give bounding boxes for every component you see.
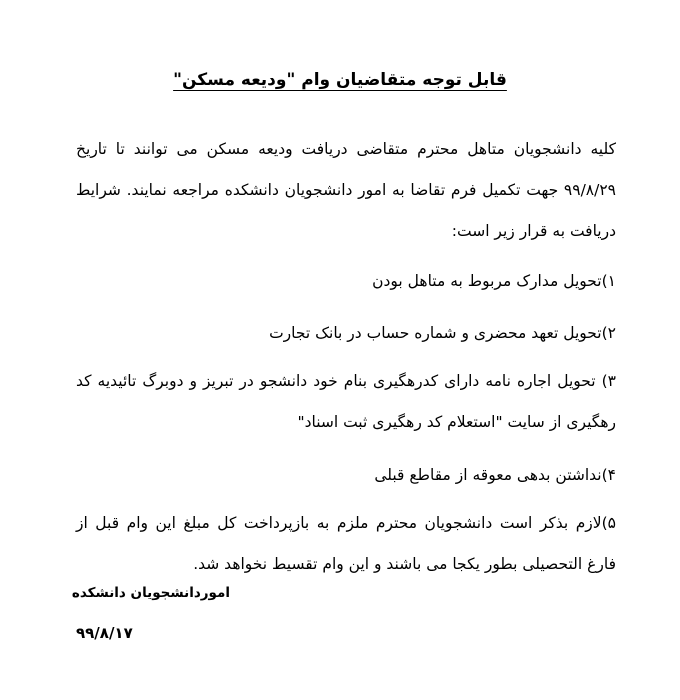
document-date: ۹۹/۸/۱۷ — [76, 624, 133, 642]
intro-paragraph: کلیه دانشجویان متاهل محترم متقاضی دریافت ودیعه مسکن می توانند تا تاریخ ۹۹/۸/۲۹ جهت تکمیل فرم تقاضا به امور دانشجویان دانشکده مراجعه نمایند. شرایط دریافت به قرار زیر است: — [76, 139, 616, 240]
condition-item-5: ۵)لازم بذکر است دانشجویان محترم ملزم به بازپرداخت کل مبلغ این وام قبل از فارغ التحصیلی بطور یکجا می باشند و این وام تقسیط نخواهد شد. — [76, 513, 616, 573]
announcement-title — [0, 66, 680, 94]
announcement-title-text: قابل توجه متقاضیان وام "ودیعه مسکن" — [173, 70, 507, 90]
condition-item-1: ۱)تحویل مدارک مربوط به متاهل بودن — [372, 271, 616, 290]
signature-office: اموردانشجویان دانشکده — [71, 585, 230, 601]
condition-item-2: ۲)تحویل تعهد محضری و شماره حساب در بانک تجارت — [269, 323, 616, 342]
condition-item-3: ۳) تحویل اجاره نامه دارای کدرهگیری بنام خود دانشجو در تبریز و دوبرگ تائیدیه کد رهگیری از سایت "استعلام کد رهگیری ثبت اسناد" — [76, 371, 616, 431]
condition-item-4: ۴)نداشتن بدهی معوقه از مقاطع قبلی — [374, 465, 616, 484]
